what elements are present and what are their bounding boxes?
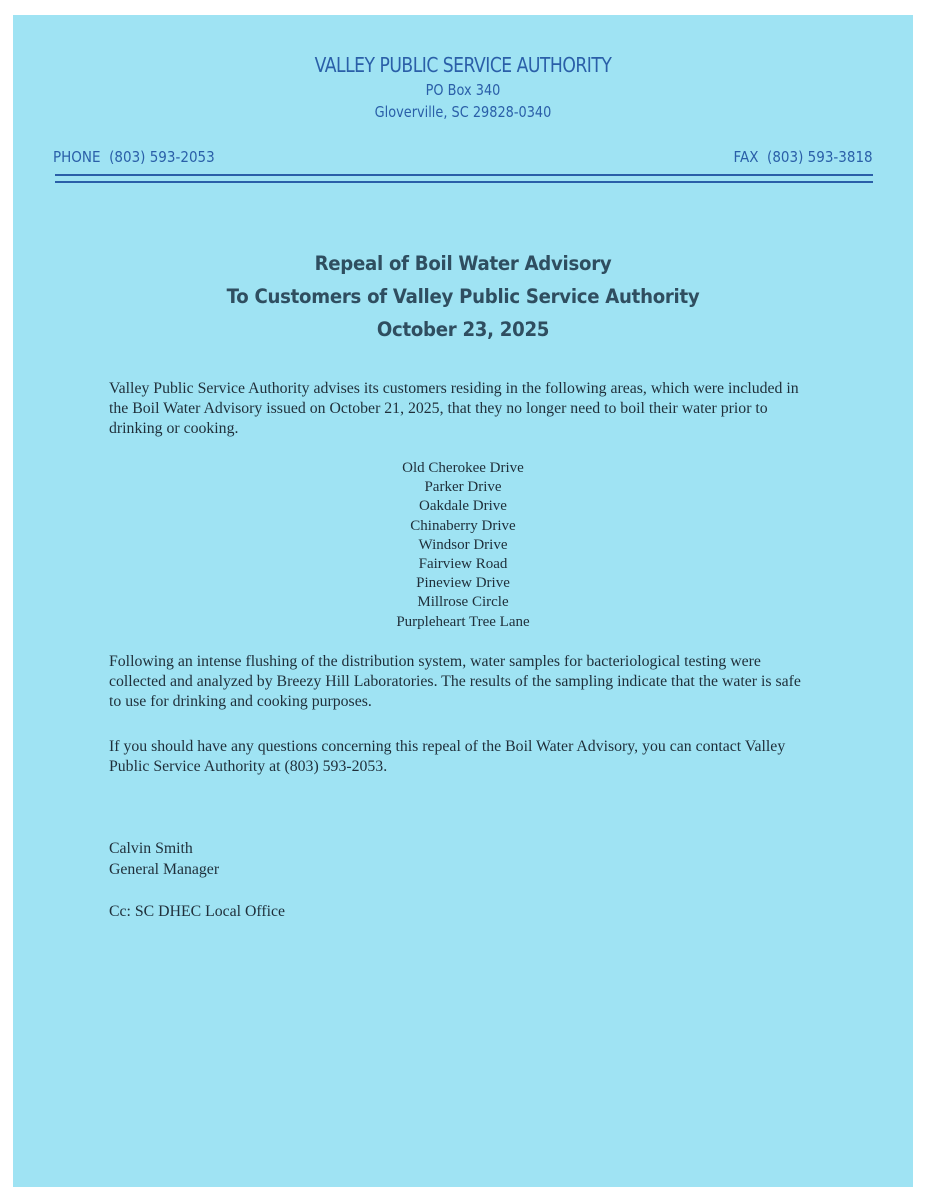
testing-paragraph: Following an intense flushing of the distribution system, water samples for bacteriological testing were collected and analyzed by Breezy Hill Laboratories. The results of the sampling indicate that the water is safe to use for drinking and cooking purposes.: [109, 653, 801, 710]
notice-title: [13, 247, 913, 346]
po-box: PO Box 340: [425, 81, 501, 99]
intro-paragraph: Valley Public Service Authority advises its customers residing in the following areas, which were included in the Boil Water Advisory issued on October 21, 2025, that they no longer need to boil their water prior to drinking or cooking.: [109, 380, 799, 437]
phone-number: PHONE (803) 593-2053: [53, 148, 215, 166]
affected-streets-list: [13, 459, 913, 632]
city-state-zip: Gloverville, SC 29828-0340: [374, 103, 552, 121]
street-item: Millrose Circle: [417, 594, 509, 611]
contact-paragraph: If you should have any questions concerning this repeal of the Boil Water Advisory, you can contact Valley Public Service Authority at (803) 593-2053.: [109, 738, 786, 775]
street-item: Windsor Drive: [418, 536, 508, 553]
fax-number: FAX (803) 593-3818: [733, 148, 873, 166]
street-item: Purpleheart Tree Lane: [396, 613, 530, 630]
street-item: Oakdale Drive: [419, 498, 507, 515]
header-divider-top: [55, 174, 873, 176]
signatory-title: General Manager: [109, 861, 220, 878]
street-item: Parker Drive: [424, 479, 502, 496]
organization-name: VALLEY PUBLIC SERVICE AUTHORITY: [314, 53, 612, 77]
street-item: Old Cherokee Drive: [402, 460, 524, 476]
signatory-name: Calvin Smith: [109, 840, 193, 857]
street-item: Chinaberry Drive: [410, 517, 516, 534]
header-divider-bottom: [55, 181, 873, 183]
title-date: October 23, 2025: [376, 318, 550, 341]
title-line-2: To Customers of Valley Public Service Authority: [226, 285, 700, 308]
title-line-1: Repeal of Boil Water Advisory: [314, 252, 612, 275]
carbon-copy-line: Cc: SC DHEC Local Office: [109, 903, 286, 920]
street-item: Fairview Road: [418, 556, 508, 573]
street-item: Pineview Drive: [416, 575, 510, 592]
document-page: [13, 15, 913, 1187]
